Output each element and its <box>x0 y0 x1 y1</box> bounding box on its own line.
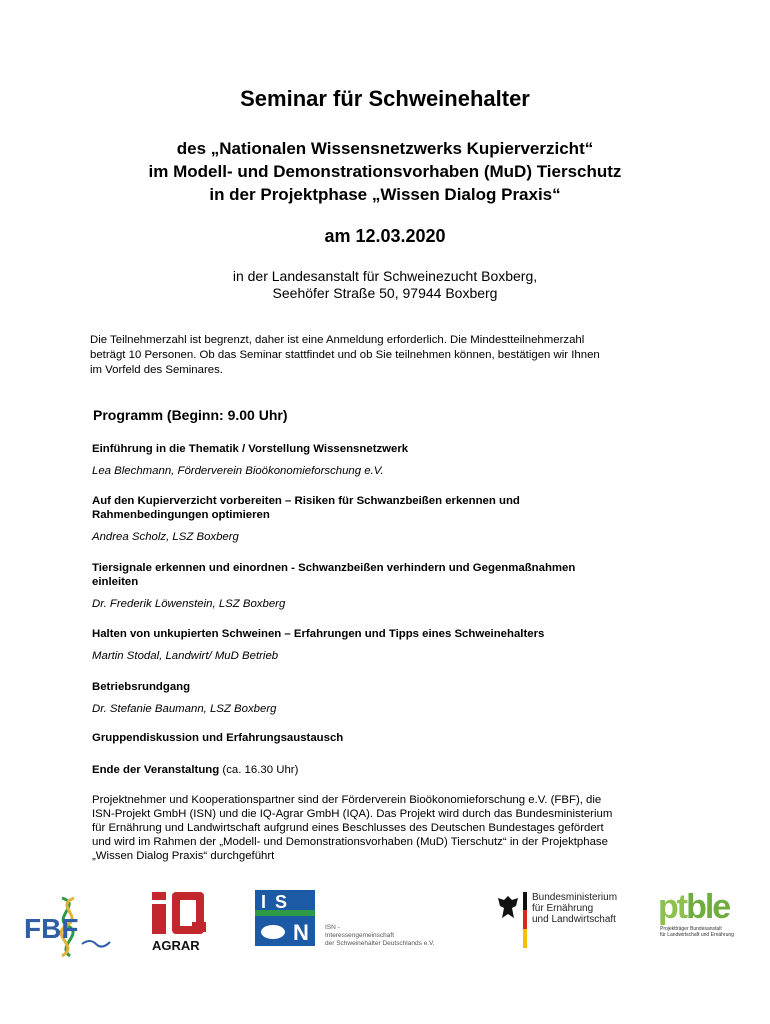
bmel-logo <box>496 892 626 952</box>
closing-line: für Ernährung und Landwirtschaft aufgrund eines Beschlusses des Deutschen Bundestages gefördert <box>92 822 604 834</box>
ptble-logo <box>658 888 758 958</box>
svg-text:I: I <box>261 892 267 912</box>
agenda-item-note: (ca. 16.30 Uhr) <box>219 764 299 776</box>
ptble-logo-text <box>660 926 734 938</box>
fbf-logo <box>22 894 114 960</box>
iq-agrar-graphic <box>148 890 210 956</box>
event-location <box>0 268 770 302</box>
agenda-item-speaker: Dr. Stefanie Baumann, LSZ Boxberg <box>92 703 277 715</box>
isn-text-line: ISN - <box>325 924 340 931</box>
page-title: Seminar für Schweinehalter <box>240 86 530 111</box>
isn-logo <box>255 890 455 958</box>
ptble-pt: pt <box>658 888 687 926</box>
ptble-ble: ble <box>686 888 730 926</box>
agenda-item-speaker: Lea Blechmann, Förderverein Bioökonomieforschung e.V. <box>92 465 384 477</box>
closing-line: ISN-Projekt GmbH (ISN) und die IQ-Agrar GmbH (IQA). Das Projekt wird durch das Bundesministerium <box>92 808 613 820</box>
location-line: in der Landesanstalt für Schweinezucht Boxberg, <box>232 268 538 284</box>
program-heading: Programm (Beginn: 9.00 Uhr) <box>93 407 288 423</box>
agenda-item-title: Halten von unkupierten Schweinen – Erfahrungen und Tipps eines Schweinehalters <box>92 628 545 640</box>
bmel-text-line: für Ernährung <box>532 903 594 914</box>
closing-paragraph <box>92 793 692 863</box>
bmel-logo-text <box>532 892 617 925</box>
intro-line: im Vorfeld des Seminares. <box>90 364 223 376</box>
agenda-item-title-cont: einleiten <box>92 576 139 588</box>
ptble-logo-word <box>658 888 729 927</box>
fbf-logo-text: FBF <box>24 913 79 944</box>
agenda-item <box>92 494 692 544</box>
agenda-item-title: Einführung in die Thematik / Vorstellung Wissensnetzwerk <box>92 443 409 455</box>
iq-agrar-logo <box>148 890 210 956</box>
intro-line: Die Teilnehmerzahl ist begrenzt, daher ist eine Anmeldung erforderlich. Die Mindestteilnehmerzahl <box>90 334 585 346</box>
intro-paragraph <box>90 333 690 378</box>
agenda-item-title: Ende der Veranstaltung <box>92 764 220 776</box>
agenda-item <box>92 763 692 777</box>
intro-line: beträgt 10 Personen. Ob das Seminar stattfindet und ob Sie teilnehmen können, bestätigen wir Ihnen <box>90 349 600 361</box>
agenda-end <box>92 763 692 777</box>
subtitle <box>0 137 770 206</box>
svg-text:N: N <box>293 920 309 945</box>
subtitle-line: in der Projektphase „Wissen Dialog Praxis“ <box>209 185 561 204</box>
subtitle-line: des „Nationalen Wissensnetzwerks Kupierverzicht“ <box>176 139 594 158</box>
agenda-item <box>92 680 692 716</box>
agenda-item-title: Gruppendiskussion und Erfahrungsaustausch <box>92 732 344 744</box>
isn-logo-graphic <box>255 890 315 946</box>
eagle-icon <box>496 894 520 922</box>
closing-line: und wird im Rahmen der „Modell- und Demonstrationsvorhaben (MuD) Tierschutz“ in der Projektphase <box>92 836 608 848</box>
agenda-item <box>92 561 692 611</box>
ptble-text-line: Projektträger Bundesanstalt <box>660 926 722 932</box>
agenda-item-speaker: Andrea Scholz, LSZ Boxberg <box>92 531 239 543</box>
agenda-item-speaker: Martin Stodal, Landwirt/ MuD Betrieb <box>92 650 279 662</box>
isn-logo-text <box>325 924 435 948</box>
agenda-item-title: Auf den Kupierverzicht vorbereiten – Risiken für Schwanzbeißen erkennen und <box>92 495 520 507</box>
isn-text-line: Interessengemeinschaft <box>325 932 395 939</box>
location-line: Seehöfer Straße 50, 97944 Boxberg <box>272 285 498 301</box>
agenda-item <box>92 442 692 478</box>
event-date: am 12.03.2020 <box>324 226 446 246</box>
isn-logo-mark <box>255 890 315 946</box>
agenda-item-title-cont: Rahmenbedingungen optimieren <box>92 509 270 521</box>
agenda-item-title: Tiersignale erkennen und einordnen - Schwanzbeißen verhindern und Gegenmaßnahmen <box>92 562 576 574</box>
agenda-item-speaker: Dr. Frederik Löwenstein, LSZ Boxberg <box>92 598 286 610</box>
ptble-text-line: für Landwirtschaft und Ernährung <box>660 932 734 938</box>
subtitle-line: im Modell- und Demonstrationsvorhaben (MuD) Tierschutz <box>148 162 622 181</box>
closing-line: Projektnehmer und Kooperationspartner sind der Förderverein Bioökonomieforschung e.V. (FBF), die <box>92 794 602 806</box>
flag-bar <box>523 892 527 948</box>
isn-text-line: der Schweinehalter Deutschlands e.V. <box>325 940 435 947</box>
svg-text:S: S <box>275 892 288 912</box>
agenda-item <box>92 627 692 663</box>
fbf-logo-graphic <box>22 894 114 960</box>
closing-line: „Wissen Dialog Praxis“ durchgeführt <box>92 850 275 862</box>
bmel-text-line: Bundesministerium <box>532 892 618 903</box>
partner-logos <box>0 880 770 980</box>
bmel-text-line: und Landwirtschaft <box>532 914 616 925</box>
agenda-item-title: Betriebsrundgang <box>92 681 191 693</box>
agenda-item <box>92 731 692 745</box>
iq-agrar-text: AGRAR <box>152 938 200 953</box>
